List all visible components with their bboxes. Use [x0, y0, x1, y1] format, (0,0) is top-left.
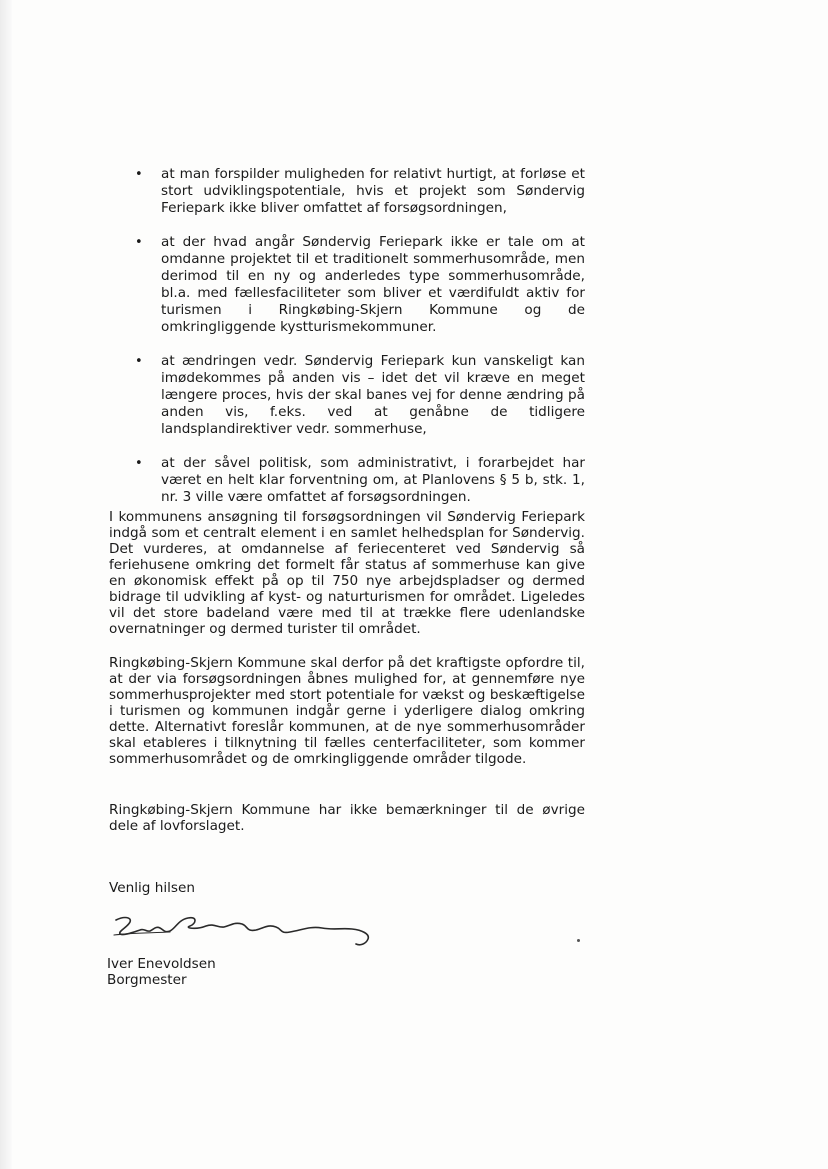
bullet-icon: • — [135, 456, 143, 471]
scan-speck — [577, 939, 580, 942]
list-item — [133, 455, 585, 506]
list-item — [133, 234, 585, 336]
body-paragraph: Ringkøbing-Skjern Kommune har ikke bemærkninger til de øvrige dele af lovforslaget. — [109, 802, 585, 834]
list-item — [133, 353, 585, 438]
signer-name: Iver Enevoldsen — [107, 956, 216, 972]
bullet-icon: • — [135, 235, 143, 250]
body-paragraph: Ringkøbing-Skjern Kommune skal derfor på det kraftigste opfordre til, at der via forsøgsordningen åbnes mulighed for, at gennemføre nye sommerhusprojekter med stort potentiale for vækst og beskæftigelse i turismen og kommunen indgår gerne i yderligere dialog omkring dette. Alternativt foreslår kommunen, at de nye sommerhusområder skal etableres i tilknytning til fælles centerfaciliteter, som kommer sommerhusområdet og de omrkingliggende områder tilgode. — [109, 655, 585, 767]
closing-salutation: Venlig hilsen — [109, 880, 195, 896]
bullet-text: at ændringen vedr. Søndervig Feriepark kun vanskeligt kan imødekommes på anden vis – idet det vil kræve en meget længere proces, hvis der skal banes vej for denne ændring på anden vis, f.eks. ved at genåbne de tidligere landsplandirektiver vedr. sommerhuse, — [161, 353, 585, 437]
scan-edge — [0, 0, 12, 1169]
list-item — [133, 166, 585, 217]
bullet-icon: • — [135, 354, 143, 369]
bullet-list — [133, 166, 585, 523]
bullet-icon: • — [135, 167, 143, 182]
signer-title: Borgmester — [107, 972, 187, 988]
body-paragraph: I kommunens ansøgning til forsøgsordningen vil Søndervig Feriepark indgå som et centralt element i en samlet helhedsplan for Søndervig. Det vurderes, at omdannelse af feriecenteret ved Søndervig så feriehusene omkring det formelt får status af sommerhuse kan give en økonomisk effekt på op til 750 nye arbejdspladser og dermed bidrage til udvikling af kyst- og naturturismen for området. Ligeledes vil det store badeland være med til at trække flere udenlandske overnatninger og dermed turister til området. — [109, 509, 585, 637]
signer-block — [107, 956, 216, 988]
bullet-text: at man forspilder muligheden for relativt hurtigt, at forløse et stort udviklingspotentiale, hvis et projekt som Søndervig Feriepark ikke bliver omfattet af forsøgsordningen, — [161, 166, 585, 216]
bullet-text: at der hvad angår Søndervig Feriepark ikke er tale om at omdanne projektet til et traditionelt sommerhusområde, men derimod til en ny og anderledes type sommerhusområde, bl.a. med fællesfaciliteter som bliver et værdifuldt aktiv for turismen i Ringkøbing-Skjern Kommune og de omkringliggende kystturismekommuner. — [161, 234, 585, 335]
bullet-text: at der såvel politisk, som administrativt, i forarbejdet har været en helt klar forventning om, at Planlovens § 5 b, stk. 1, nr. 3 ville være omfattet af forsøgsordningen. — [161, 455, 585, 505]
handwritten-signature — [110, 906, 380, 956]
